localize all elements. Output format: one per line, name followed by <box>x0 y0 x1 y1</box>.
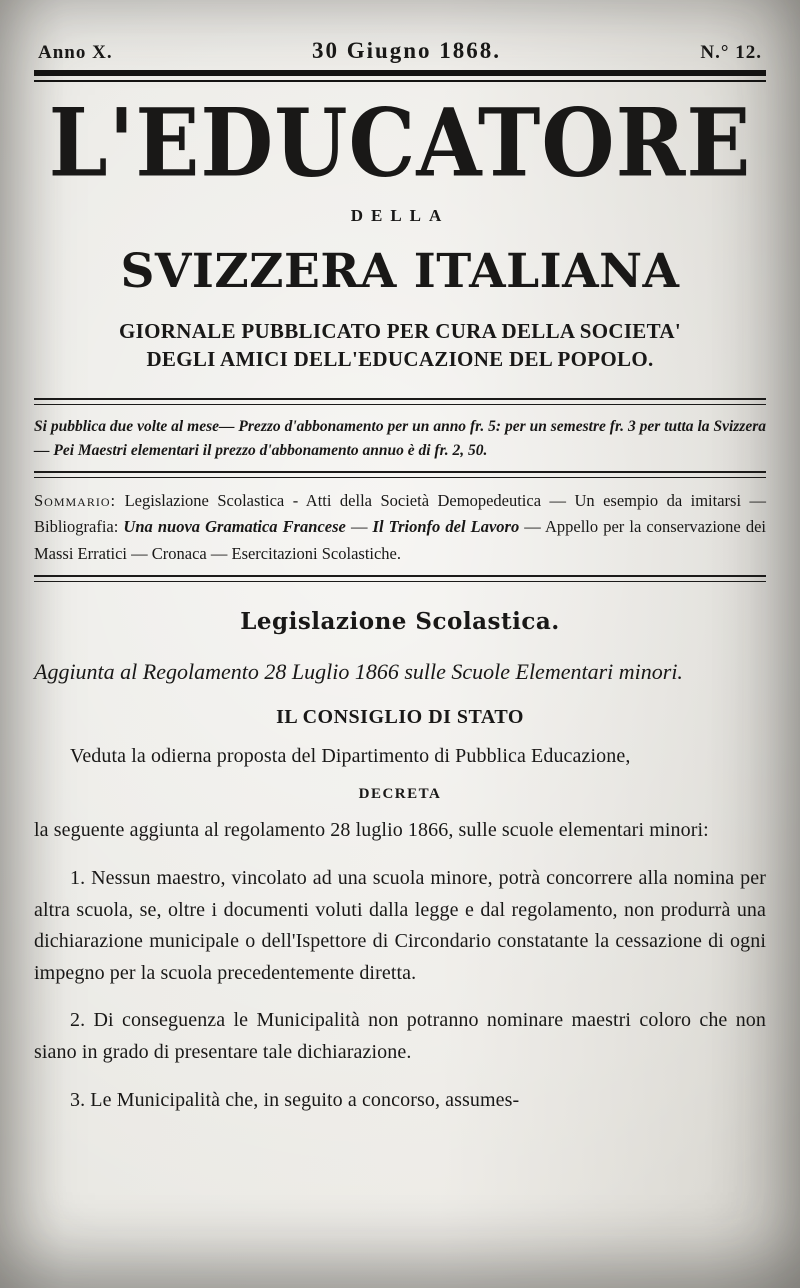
sommario-item-gramatica: Una nuova Gramatica Francese <box>123 517 346 537</box>
divider-rule <box>34 471 766 478</box>
article-section-title: Legislazione Scolastica. <box>240 607 560 635</box>
subscription-notice: Si pubblica due volte al mese— Prezzo d'abbonamento per un anno fr. 5: per un semestre fr. 3 per tutta la Svizzera — Pei Maestri elementari il prezzo d'abbonamento annuo è di fr. 2, 50. <box>34 417 766 459</box>
divider-rule <box>34 398 766 405</box>
sommario-part: — Appello per la conservazione dei Massi Erratici — Cronaca — Esercitazioni Scolastiche. <box>34 517 766 563</box>
sommario-item-trionfo: Il Trionfo del Lavoro <box>372 517 520 537</box>
header-rule <box>34 70 766 82</box>
sommario-label: Sommario: <box>34 490 117 510</box>
article-legislazione <box>34 608 766 1116</box>
issue-header <box>34 38 766 70</box>
masthead-subtitle: SVIZZERA ITALIANA <box>120 244 680 299</box>
issue-date: 30 Giugno 1868. <box>311 38 502 63</box>
sommario-part: Legislazione Scolastica - Atti della Società Demopedeutica — Un esempio da imitarsi — Bibliografia: <box>34 490 766 537</box>
issue-year: Anno X. <box>38 42 113 63</box>
masthead-title: L'EDUCATORE <box>48 87 752 198</box>
article-item-3: 3. Le Municipalità che, in seguito a concorso, assumes- <box>70 1088 520 1111</box>
sommario-part: — <box>345 517 373 537</box>
article-heading: IL CONSIGLIO DI STATO <box>276 705 524 728</box>
article-subtitle: Aggiunta al Regolamento 28 Luglio 1866 sulle Scuole Elementari minori. <box>34 658 683 684</box>
article-item-1: 1. Nessun maestro, vincolato ad una scuola minore, potrà concorrere alla nomina per altra scuola, se, oltre i documenti voluti dalla legge e dal regolamento, non produrrà una dichiarazione municipale o dell'Ispettore di Circondario constatante la cessazione di ogni impegno per la scuola precedentemente diretta. <box>34 867 766 984</box>
publisher-line-1: GIORNALE PUBBLICATO PER CURA DELLA SOCIETA' <box>119 319 681 343</box>
article-paragraph: la seguente aggiunta al regolamento 28 luglio 1866, sulle scuole elementari minori: <box>34 819 709 842</box>
publisher-line-2: DEGLI AMICI DELL'EDUCAZIONE DEL POPOLO. <box>146 347 654 372</box>
table-of-contents <box>34 488 766 567</box>
article-item-2: 2. Di conseguenza le Municipalità non potranno nominare maestri coloro che non siano in grado di presentare tale dichiarazione. <box>34 1009 766 1064</box>
decreta-word: DECRETA <box>358 786 442 803</box>
issue-number: N.° 12. <box>700 42 762 63</box>
publisher-statement <box>34 317 766 374</box>
divider-rule <box>34 575 766 582</box>
masthead-della: DELLA <box>350 206 450 225</box>
article-paragraph: Veduta la odierna proposta del Dipartimento di Pubblica Educazione, <box>70 744 631 767</box>
